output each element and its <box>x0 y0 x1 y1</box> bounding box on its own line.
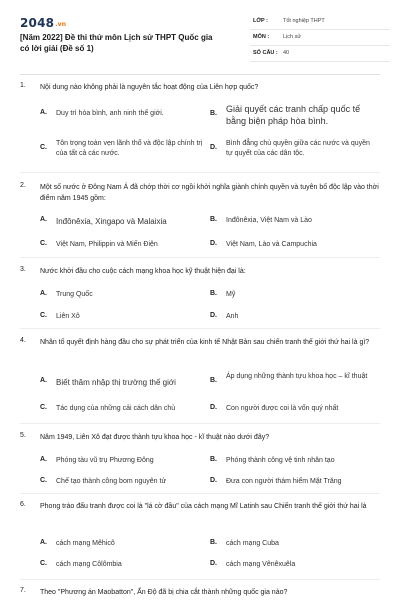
option-letter: A. <box>40 456 47 463</box>
option-letter: C. <box>40 477 47 484</box>
option-letter: A. <box>40 539 47 546</box>
option-text: Đưa con người thám hiểm Mặt Trăng <box>226 478 342 485</box>
option-text: Bình đẳng chủ quyền giữa các nước và quyền tự quyết của các dân tộc. <box>226 140 370 157</box>
exam-title: [Năm 2022] Đề thi thử môn Lịch sử THPT Quốc gia có lời giải (Đề số 1) <box>20 33 213 53</box>
meta-row-class <box>250 14 390 30</box>
option-letter: B. <box>210 377 217 384</box>
option-text: Con người được coi là vốn quý nhất <box>226 405 339 412</box>
meta-row-subject <box>250 30 390 46</box>
question-text: Năm 1949, Liên Xô đạt được thành tựu khoa học - kĩ thuật nào dưới đây? <box>40 434 270 441</box>
option-text: Áp dụng những thành tựu khoa học – kĩ thuật <box>226 373 368 380</box>
option-text: Việt Nam, Lào và Campuchia <box>226 241 317 248</box>
option-text: Mỹ <box>226 291 236 298</box>
meta-label: LỚP : <box>253 18 268 24</box>
option-text: Duy trì hòa bình, anh ninh thế giới. <box>56 110 164 117</box>
option-letter: D. <box>210 144 217 151</box>
option-text: Inđônêxia, Xingapo và Malaixia <box>56 217 167 226</box>
question-text: Nội dung nào không phải là nguyên tắc hoạt động của Liên hợp quốc? <box>40 84 259 91</box>
meta-row-count <box>250 46 390 62</box>
meta-value: Tốt nghiệp THPT <box>283 18 325 24</box>
option-text: cách mạng Côlômbia <box>56 561 122 568</box>
option-text: Liên Xô <box>56 313 80 320</box>
option-text: cách mạng Mêhicô <box>56 540 115 547</box>
option-text: Inđônêxia, Việt Nam và Lào <box>226 217 312 224</box>
question-number: 3. <box>20 266 26 273</box>
header <box>0 0 400 72</box>
option-letter: D. <box>210 404 217 411</box>
meta-value: 40 <box>283 50 290 56</box>
option-text: Phóng tàu vũ trụ Phương Đông <box>56 457 154 464</box>
option-text: cách mạng Cuba <box>226 540 279 547</box>
option-letter: C. <box>40 404 47 411</box>
question-divider <box>20 257 380 258</box>
option-text: Tác dụng của những cải cách dân chủ <box>56 405 176 412</box>
question-number: 1. <box>20 82 26 89</box>
option-letter: C. <box>40 144 47 151</box>
option-letter: B. <box>210 290 217 297</box>
option-letter: A. <box>40 377 47 384</box>
option-letter: B. <box>210 110 217 117</box>
option-letter: A. <box>40 290 47 297</box>
option-letter: B. <box>210 539 217 546</box>
question-number: 6. <box>20 501 26 508</box>
question-number: 5. <box>20 432 26 439</box>
question-number: 7. <box>20 587 26 594</box>
option-text: Tôn trọng toàn vẹn lãnh thổ và độc lập chính trị của tất cả các nước. <box>56 140 203 157</box>
question-text: Một số nước ở Đông Nam Á đã chớp thời cơ ngồi khởi nghĩa giành chính quyền và tuyên bố độc lập vào thời điểm năm 1945 gồm: <box>40 184 379 202</box>
question-divider <box>20 579 380 580</box>
option-text: Biết thâm nhập thị trường thế giới <box>56 378 176 387</box>
question-text: Nhân tố quyết định hàng đầu cho sự phát triển của kinh tế Nhật Bản sau chiến tranh thế giới thứ hai là gì? <box>40 339 370 346</box>
option-text: Trung Quốc <box>56 291 93 298</box>
option-letter: D. <box>210 240 217 247</box>
option-text: Chế tạo thành công bom nguyên tử <box>56 478 167 485</box>
question-divider <box>20 493 380 494</box>
option-text: cách mạng Vênêxuêla <box>226 561 296 568</box>
option-letter: C. <box>40 240 47 247</box>
question-text: Nước khởi đầu cho cuộc cách mạng khoa học kỹ thuật hiện đại là: <box>40 268 246 275</box>
option-text: Anh <box>226 313 239 320</box>
option-letter: B. <box>210 216 217 223</box>
option-letter: C. <box>40 312 47 319</box>
header-divider <box>20 74 380 75</box>
question-text: Theo "Phương án Maobatton", Ấn Độ đã bị chia cắt thành những quốc gia nào? <box>40 589 288 596</box>
option-letter: D. <box>210 477 217 484</box>
question-divider <box>20 423 380 424</box>
meta-label: MÔN : <box>253 34 270 40</box>
meta-label: SỐ CÂU : <box>253 50 278 56</box>
option-text: Việt Nam, Philippin và Miến Điện <box>56 241 158 248</box>
question-number: 4. <box>20 337 26 344</box>
logo-suffix: .vn <box>55 21 67 28</box>
option-letter: A. <box>40 109 47 116</box>
meta-value: Lịch sử <box>283 34 302 40</box>
option-letter: B. <box>210 456 217 463</box>
site-logo[interactable] <box>20 16 66 30</box>
option-text: Giải quyết các tranh chấp quốc tế bằng biện pháp hòa bình. <box>226 104 361 126</box>
option-letter: A. <box>40 216 47 223</box>
exam-meta <box>250 14 390 62</box>
question-number: 2. <box>20 182 26 189</box>
option-letter: D. <box>210 312 217 319</box>
option-letter: D. <box>210 560 217 567</box>
question-divider <box>20 328 380 329</box>
question-text: Phong trào đấu tranh được coi là "lá cờ đầu" của cách mạng Mĩ Latinh sau Chiến tranh thế giới thứ hai là <box>40 503 367 510</box>
option-letter: C. <box>40 560 47 567</box>
option-text: Phóng thành công vệ tinh nhân tạo <box>226 457 335 464</box>
question-divider <box>20 172 380 173</box>
logo-main: 2048 <box>20 16 55 30</box>
